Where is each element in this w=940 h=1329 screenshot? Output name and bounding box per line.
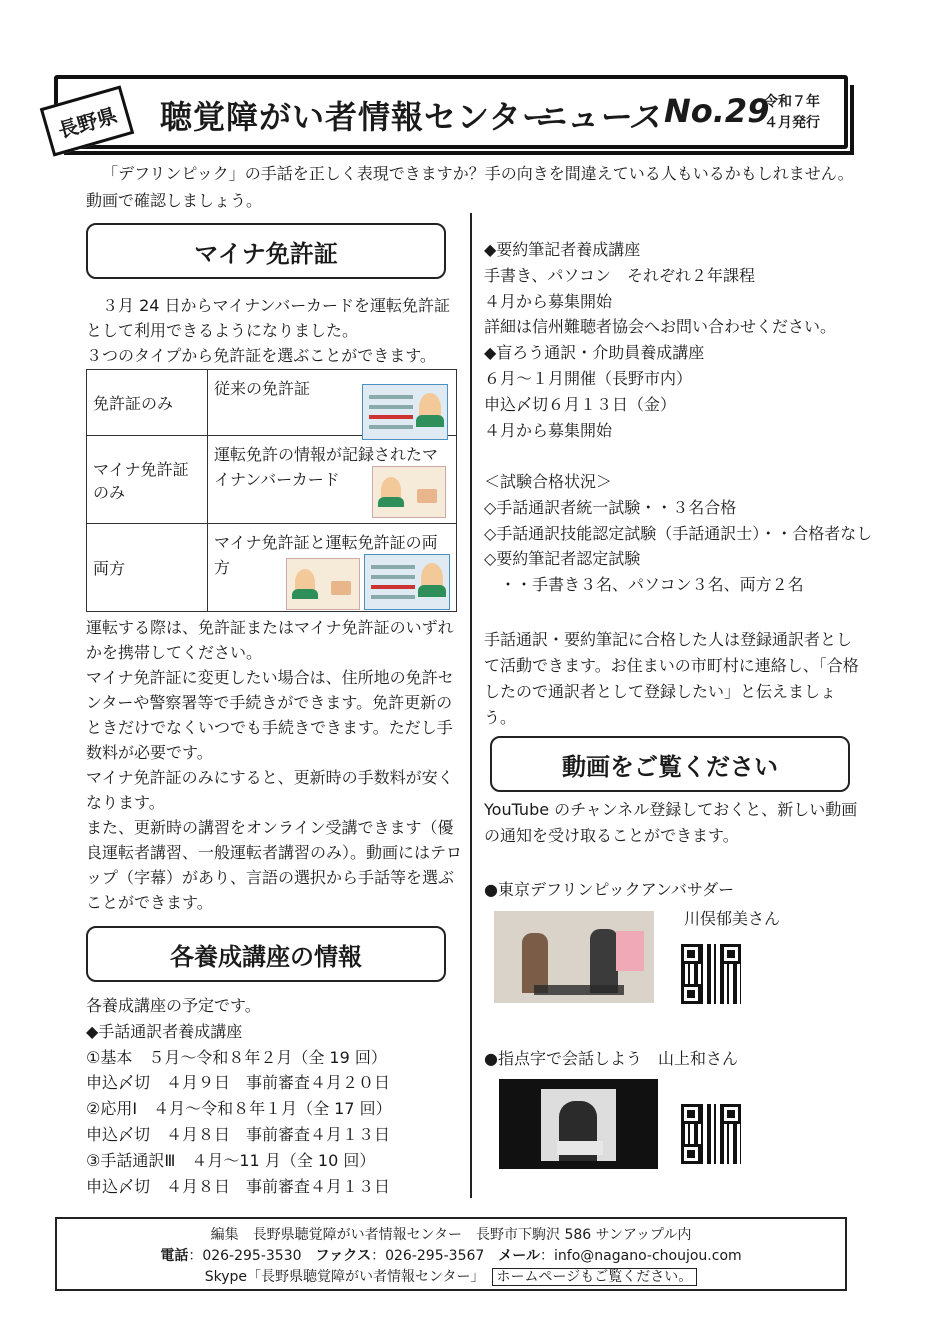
training-line: ◆手話通訳者養成講座 — [86, 1021, 243, 1041]
course-line: ４月から募集開始 — [484, 420, 613, 440]
video-heading-text: 動画をご覧ください — [562, 752, 778, 781]
fax-label: ファクス — [315, 1248, 372, 1264]
driver-license-image — [364, 554, 450, 610]
training-info — [86, 993, 466, 1199]
license-desc-cell: マイナ免許証と運転免許証の両方 — [208, 524, 457, 612]
training-line: 申込〆切 ４月８日 事前審査４月１３日 — [86, 1176, 391, 1196]
exam-line: ・・手書き３名、パソコン３名、両方２名 — [484, 575, 804, 595]
license-para2: ３つのタイプから免許証を選ぶことができます。 — [86, 346, 436, 365]
table-row — [87, 370, 457, 436]
license-desc-cell: 運転免許の情報が記録されたマイナンバーカード — [208, 436, 457, 524]
license-type-cell: 両方 — [87, 524, 208, 612]
issue-date — [764, 92, 820, 134]
footer-editor: 編集 長野県聴覚障がい者情報センター 長野市下駒沢 586 サンアップル内 — [210, 1227, 692, 1243]
courses-info — [484, 237, 874, 443]
issue-number: No.29 — [664, 92, 770, 130]
newsletter-title: 聴覚障がい者情報センター — [160, 98, 555, 136]
tel-number: ：026-295-3530 — [188, 1248, 302, 1264]
video-heading — [490, 736, 850, 792]
intro-text: 「デフリンピック」の手話を正しく表現できますか？手の向きを間違えている人もいるかもしれません。動画で確認しましょう。 — [86, 164, 854, 210]
license-body-para: 運転する際は、免許証またはマイナ免許証のいずれかを携帯してください。 — [86, 618, 454, 662]
training-line: 各養成講座の予定です。 — [86, 996, 261, 1015]
training-line: ③手話通訳Ⅲ ４月～11 月（全 10 回） — [86, 1150, 376, 1170]
course-line: 申込〆切６月１３日（金） — [484, 394, 677, 414]
license-body-para: マイナ免許証のみにすると、更新時の手数料が安くなります。 — [86, 768, 454, 812]
tel-label: 電話 — [160, 1248, 189, 1264]
youtube-text: YouTube のチャンネル登録しておくと、新しい動画の通知を受け取ることができます。 — [484, 800, 858, 845]
license-types-table — [86, 369, 457, 612]
video2-thumbnail[interactable] — [499, 1079, 658, 1169]
video2-qr-code[interactable] — [681, 1104, 741, 1164]
my-number-card-image — [286, 558, 360, 610]
issue-month: ４月発行 — [764, 115, 820, 131]
prefecture-badge: 長野県 — [40, 85, 135, 156]
exam-line: ◇手話通訳技能認定試験（手話通訳士）・・合格者なし — [484, 523, 873, 543]
footer-contact — [55, 1217, 847, 1291]
course-line: ６月～１月開催（長野市内） — [484, 368, 693, 388]
license-type-cell: マイナ免許証のみ — [87, 436, 208, 524]
video2-title: ●指点字で会話しよう 山上和さん — [484, 1049, 738, 1068]
exam-line: ◇要約筆記者認定試験 — [484, 549, 641, 569]
video1-qr-code[interactable] — [681, 944, 741, 1004]
table-row — [87, 524, 457, 612]
video1-person: 川俣郁美さん — [684, 909, 781, 928]
my-number-card-image — [372, 466, 446, 518]
training-heading-text: 各養成講座の情報 — [170, 942, 362, 971]
course-line: 手書き、パソコン それぞれ２年課程 — [484, 265, 756, 285]
license-body — [86, 615, 464, 915]
training-line: ②応用Ⅰ ４月～令和８年１月（全 17 回） — [86, 1099, 392, 1119]
course-line: 詳細は信州難聴者協会へお問い合わせください。 — [484, 317, 837, 337]
exam-line: ◇手話通訳者統一試験・・３名合格 — [484, 497, 737, 517]
license-heading-text: マイナ免許証 — [194, 239, 338, 268]
training-line: 申込〆切 ４月９日 事前審査４月２０日 — [86, 1073, 391, 1093]
mail-label: メール — [498, 1248, 541, 1264]
skype-name: Skype「長野県聴覚障がい者情報センター」 — [204, 1269, 478, 1285]
exam-title: ＜試験合格状況＞ — [484, 472, 613, 491]
course-line: ４月から募集開始 — [484, 291, 613, 311]
license-para1: ３月 24 日からマイナンバーカードを運転免許証として利用できるようになりました。 — [86, 296, 450, 340]
license-desc-cell: 従来の免許証 — [208, 370, 457, 436]
course-line: ◆要約筆記者養成講座 — [484, 240, 641, 259]
video1-thumbnail[interactable] — [494, 911, 654, 1003]
training-heading — [86, 926, 446, 982]
footer-skype-line — [57, 1266, 845, 1286]
registration-text: 手話通訳・要約筆記に合格した人は登録通訳者として活動できます。お住まいの市町村に連絡し、「合格したので通訳者として登録したい」と伝えましょう。 — [484, 630, 859, 727]
license-body-para: また、更新時の講習をオンライン受講できます（優良運転者講習、一般運転者講習のみ）。動画にはテロップ（字幕）があり、言語の選択から手話等を選ぶことができます。 — [86, 818, 463, 912]
table-row — [87, 436, 457, 524]
video1-title: ●東京デフリンピックアンバサダー — [484, 880, 735, 899]
issue-era-year: 令和７年 — [764, 94, 820, 110]
newsletter-label: ニュース — [534, 98, 661, 136]
driver-license-image — [362, 384, 448, 440]
license-heading — [86, 223, 446, 279]
training-line: ①基本 ５月～令和８年２月（全 19 回） — [86, 1047, 387, 1067]
footer-contact-line — [57, 1245, 845, 1265]
homepage-link[interactable]: ホームページもご覧ください。 — [492, 1268, 698, 1286]
course-line: ◆盲ろう通訳・介助員養成講座 — [484, 343, 705, 363]
email-address[interactable]: ：info@nagano-choujou.com — [540, 1248, 742, 1264]
fax-number: ：026-295-3567 — [371, 1248, 485, 1264]
training-line: 申込〆切 ４月８日 事前審査４月１３日 — [86, 1124, 391, 1144]
license-body-para: マイナ免許証に変更したい場合は、住所地の免許センターや警察署等で手続きができます。免許更新のときだけでなくいつでも手続きできます。ただし手数料が必要です。 — [86, 668, 454, 762]
exam-results — [484, 469, 874, 598]
license-type-cell: 免許証のみ — [87, 370, 208, 436]
